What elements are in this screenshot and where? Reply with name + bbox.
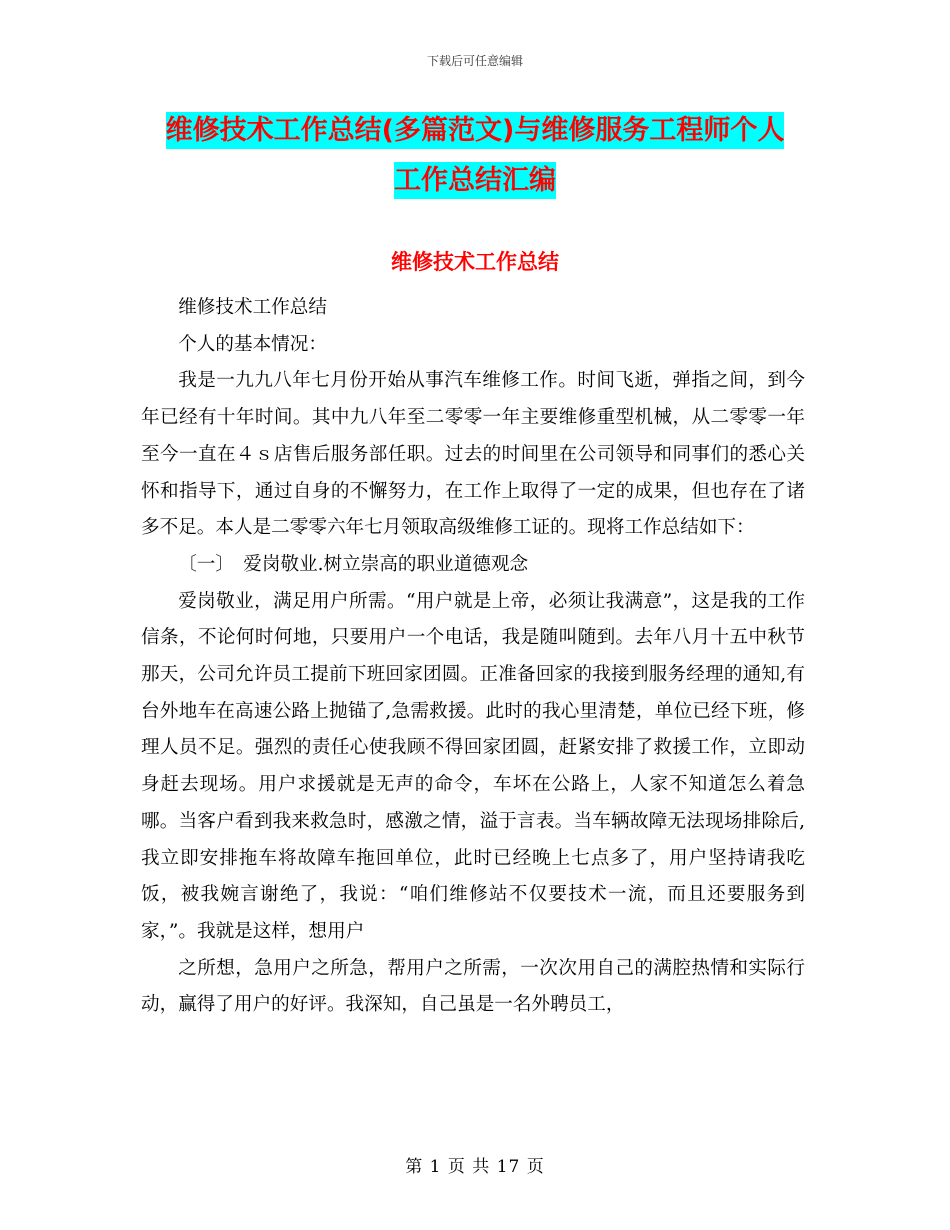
document-title (130, 106, 820, 206)
document-title-line-2: 工作总结汇编 (394, 162, 556, 199)
header-note: 下载后可任意编辑 (426, 54, 523, 68)
paragraph: 我是一九九八年七月份开始从事汽车维修工作。时间飞逝，弹指之间，到今年已经有十年时间。其中九八年至二零零一年主要维修重型机械，从二零零一年至今一直在４ｓ店售后服务部任职。过去的时间里在公司领导和同事们的悉心关怀和指导下，通过自身的不懈努力，在工作上取得了一定的成果，但也存在了诸多不足。本人是二零零六年七月领取高级维修工证的。现将工作总结如下： (141, 370, 805, 539)
document-title-line-1: 维修技术工作总结(多篇范文)与维修服务工程师个人 (166, 112, 785, 149)
section-title: 维修技术工作总结 (391, 250, 559, 274)
body-text (141, 290, 805, 1024)
paragraph: 之所想，急用户之所急，帮用户之所需，一次次用自己的满腔热情和实际行动，赢得了用户的好评。我深知，自己虽是一名外聘员工， (141, 957, 805, 1016)
page-footer: 第 1 页 共 17 页 (405, 1157, 545, 1177)
subheading: 〔一〕 爱岗敬业.树立崇高的职业道德观念 (178, 553, 529, 575)
paragraph: 个人的基本情况： (178, 333, 327, 355)
paragraph: 维修技术工作总结 (178, 297, 327, 318)
paragraph: 爱岗敬业，满足用户所需。“用户就是上帝，必须让我满意”，这是我的工作信条，不论何时何地，只要用户一个电话，我是随叫随到。去年八月十五中秋节那天，公司允许员工提前下班回家团圆。正准备回家的我接到服务经理的通知,有台外地车在高速公路上抛锚了,急需救援。此时的我心里清楚，单位已经下班，修理人员不足。强烈的责任心使我顾不得回家团圆，赶紧安排了救援工作，立即动身赶去现场。用户求援就是无声的命令，车坏在公路上，人家不知道怎么着急哪。当客户看到我来救急时，感激之情，溢于言表。当车辆故障无法现场排除后,我立即安排拖车将故障车拖回单位，此时已经晚上七点多了，用户坚持请我吃饭，被我婉言谢绝了，我说：“咱们维修站不仅要技术一流，而且还要服务到家，”。我就是这样，想用户 (141, 590, 805, 942)
